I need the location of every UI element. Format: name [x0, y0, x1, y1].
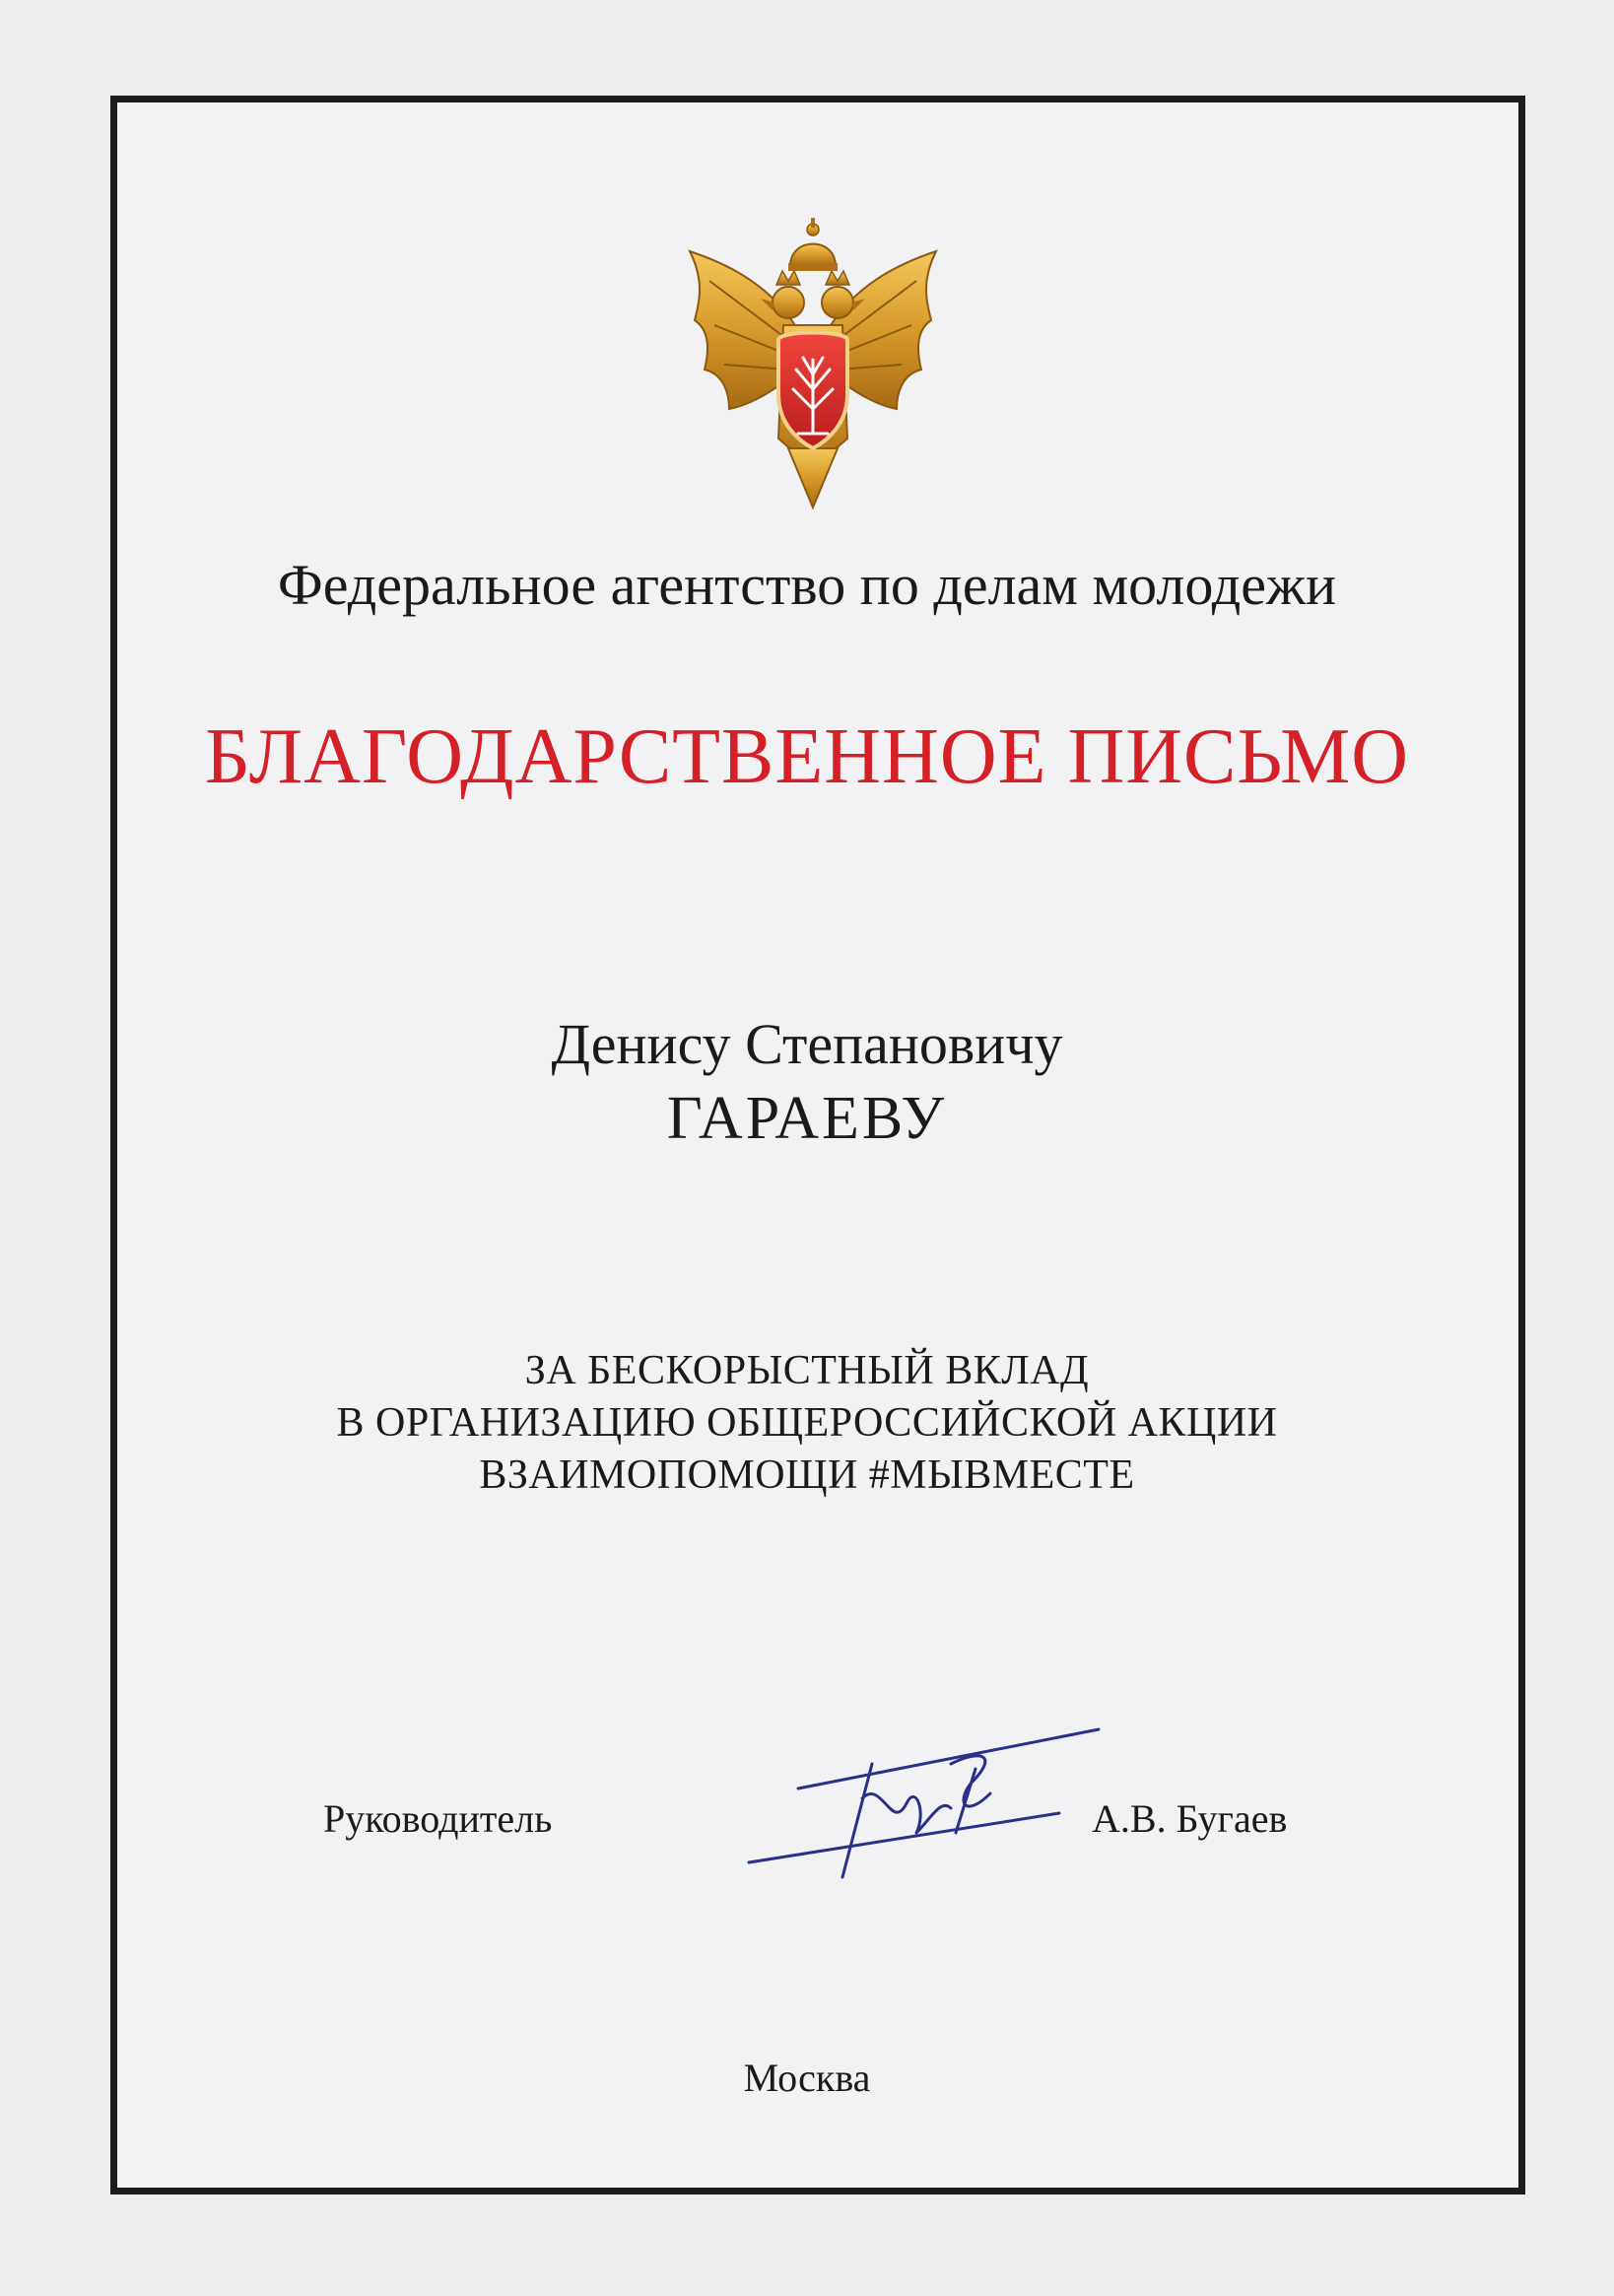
double-headed-eagle-emblem-icon: [680, 212, 946, 512]
signatory-role: Руководитель: [323, 1796, 553, 1841]
recipient-surname: ГАРАЕВУ: [666, 1085, 948, 1152]
handwritten-signature-icon: [744, 1724, 1109, 1902]
signatory-name: А.В. Бугаев: [1092, 1796, 1288, 1841]
agency-name: Федеральное агентство по делам молодежи: [277, 553, 1337, 617]
document-title: БЛАГОДАРСТВЕННОЕ ПИСЬМО: [204, 713, 1410, 800]
reason-line: ВЗАИМОПОМОЩИ #МЫВМЕСТЕ: [479, 1452, 1135, 1498]
city-name: Москва: [743, 2056, 871, 2100]
recipient-name: Денису Степановичу: [551, 1012, 1063, 1076]
reason-line: В ОРГАНИЗАЦИЮ ОБЩЕРОССИЙСКОЙ АКЦИИ: [336, 1400, 1278, 1446]
reason-line: ЗА БЕСКОРЫСТНЫЙ ВКЛАД: [524, 1348, 1090, 1393]
